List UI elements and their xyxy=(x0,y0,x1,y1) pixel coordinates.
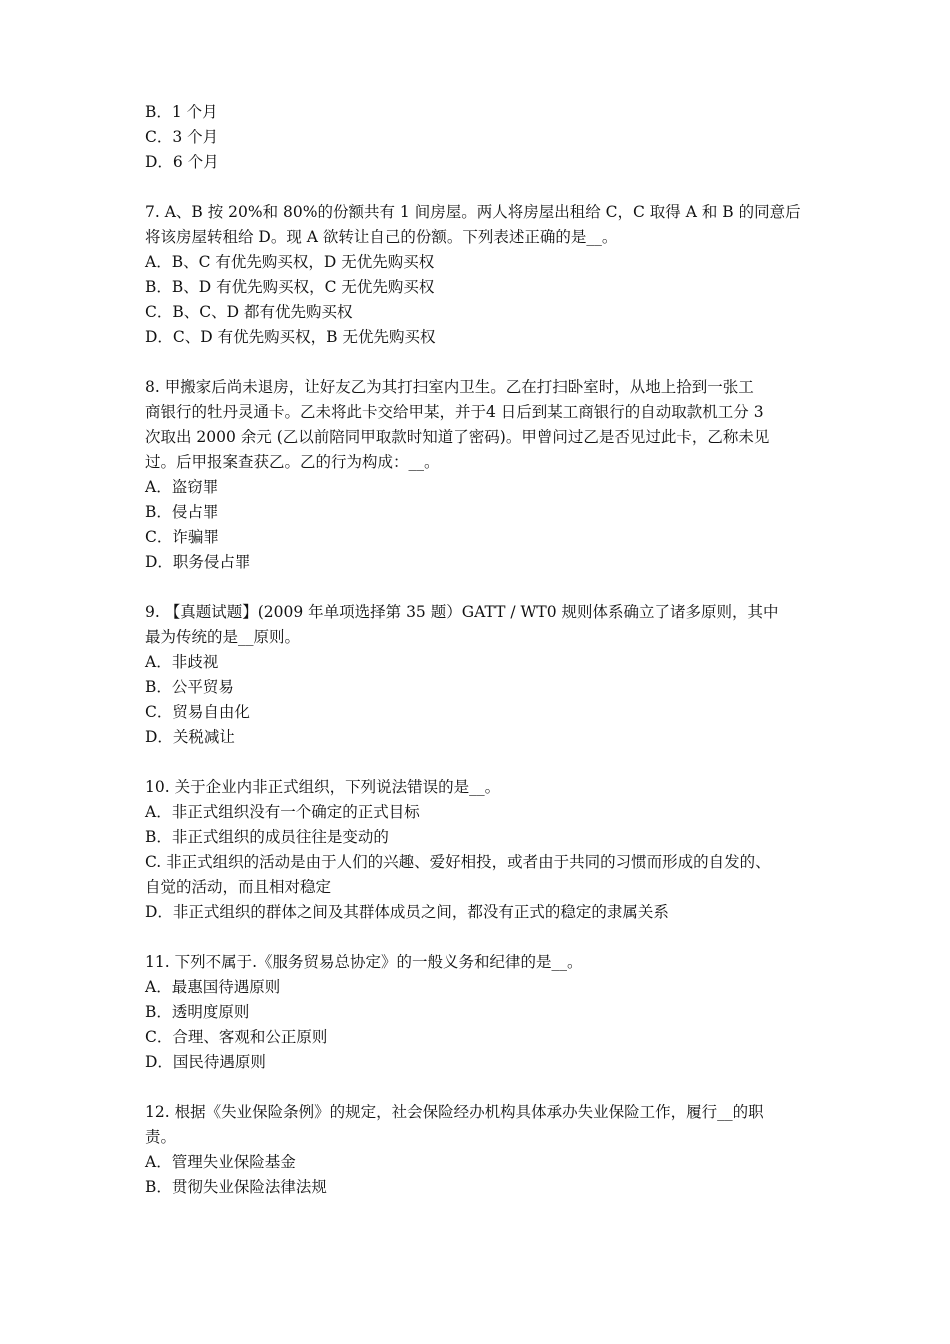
question-stem-line: 过。后甲报案查获乙。乙的行为构成：__。 xyxy=(145,453,440,471)
option-b: B．非正式组织的成员往往是变动的 xyxy=(145,828,389,846)
question-stem-line: 9. 【真题试题】(2009 年单项选择第 35 题）GATT / WT0 规则体系确立了诸多原则，其中 xyxy=(145,603,779,621)
question-8 xyxy=(145,375,815,575)
option-b: B．贯彻失业保险法律法规 xyxy=(145,1178,327,1196)
question-stem-line: 将该房屋转租给 D。现 A 欲转让自己的份额。下列表述正确的是__。 xyxy=(145,228,618,246)
question-stem-line: 12. 根据《失业保险条例》的规定，社会保险经办机构具体承办失业保险工作，履行__的职 xyxy=(145,1103,764,1121)
option-c: C．贸易自由化 xyxy=(145,703,250,721)
question-stem-line: 次取出 2000 余元 (乙以前陪同甲取款时知道了密码)。甲曾问过乙是否见过此卡，乙称未见 xyxy=(145,428,770,446)
option-b: B．公平贸易 xyxy=(145,678,234,696)
option-c: C. 非正式组织的活动是由于人们的兴趣、爱好相投，或者由于共同的习惯而形成的自发的、 xyxy=(145,853,771,871)
option-b: B．B、D 有优先购买权，C 无优先购买权 xyxy=(145,278,435,296)
option-d: D．6 个月 xyxy=(145,153,219,171)
option-a: A．非歧视 xyxy=(145,653,219,671)
question-stem-line: 责。 xyxy=(145,1128,177,1146)
option-a: A．最惠国待遇原则 xyxy=(145,978,281,996)
question-10 xyxy=(145,775,815,925)
question-stem-line: 商银行的牡丹灵通卡。乙未将此卡交给甲某，并于4 日后到某工商银行的自动取款机工分 3 xyxy=(145,403,764,421)
document-content xyxy=(145,100,815,1200)
question-9 xyxy=(145,600,815,750)
question-stem-line: 8. 甲搬家后尚未退房，让好友乙为其打扫室内卫生。乙在打扫卧室时，从地上拾到一张工 xyxy=(145,378,754,396)
option-a: A．管理失业保险基金 xyxy=(145,1153,296,1171)
option-b: B．透明度原则 xyxy=(145,1003,250,1021)
option-d: D．关税减让 xyxy=(145,728,235,746)
question-12 xyxy=(145,1100,815,1200)
option-c: C．3 个月 xyxy=(145,128,219,146)
option-a: A．盗窃罪 xyxy=(145,478,219,496)
question-7 xyxy=(145,200,815,350)
question-6-remaining-options xyxy=(145,100,815,175)
option-c: C．合理、客观和公正原则 xyxy=(145,1028,328,1046)
question-stem-line: 10. 关于企业内非正式组织，下列说法错误的是__。 xyxy=(145,778,501,796)
option-b: B．1 个月 xyxy=(145,103,218,121)
question-stem-line: 7. A、B 按 20%和 80%的份额共有 1 间房屋。两人将房屋出租给 C，C 取得 A 和 B 的同意后 xyxy=(145,203,801,221)
option-d: D．职务侵占罪 xyxy=(145,553,251,571)
option-c: C．诈骗罪 xyxy=(145,528,219,546)
option-c: C．B、C、D 都有优先购买权 xyxy=(145,303,353,321)
option-a: A．B、C 有优先购买权，D 无优先购买权 xyxy=(145,253,435,271)
option-d: D．国民待遇原则 xyxy=(145,1053,266,1071)
option-b: B．侵占罪 xyxy=(145,503,219,521)
option-d: D．C、D 有优先购买权，B 无优先购买权 xyxy=(145,328,436,346)
option-d: D．非正式组织的群体之间及其群体成员之间，都没有正式的稳定的隶属关系 xyxy=(145,903,669,921)
question-11 xyxy=(145,950,815,1075)
option-c-continued: 自觉的活动，而且相对稳定 xyxy=(145,878,332,896)
option-a: A．非正式组织没有一个确定的正式目标 xyxy=(145,803,420,821)
question-stem-line: 11. 下列不属于.《服务贸易总协定》的一般义务和纪律的是__。 xyxy=(145,953,583,971)
question-stem-line: 最为传统的是__原则。 xyxy=(145,628,301,646)
